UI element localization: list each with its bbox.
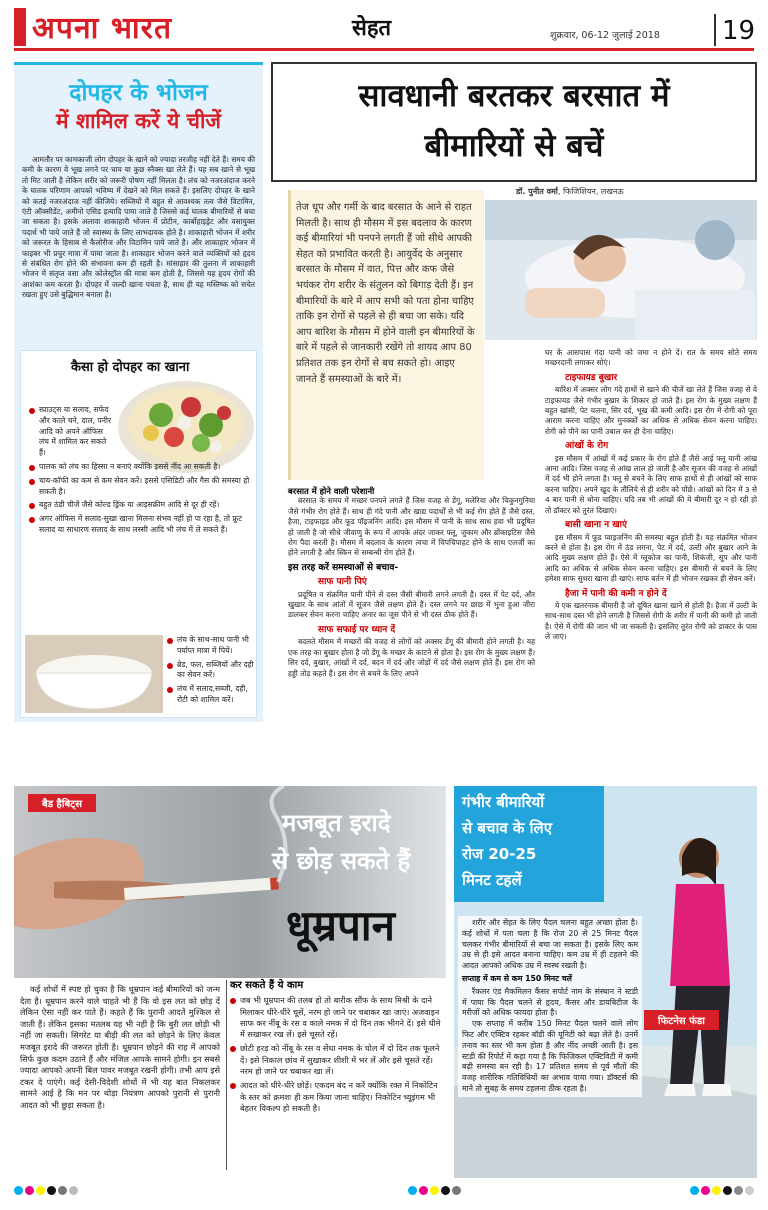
lunch-tips-box [20,350,257,718]
walking-title-1: गंभीर बीमारियों [462,793,545,811]
smoking-title-1: मजबूत इरादे [282,809,391,837]
walking-title-3: रोज 20-25 [462,845,537,863]
s4-heading: आंखों के रोग [565,441,609,452]
monsoon-headline-2: बीमारियों से बचें [424,128,604,164]
smoking-body: कई शोधों में स्पष्ट हो चुका है कि धूम्रपान कई बीमारियों को जन्म देता है। धूम्रपान करने वाले चाहते भी हैं कि वो इस लत को छोड़ दें लेकिन ऐसा नहीं कर पाते हैं। कहते हैं कि पुरानी आदतें मुश्किल से जाती हैं। लेकिन इसका मतलब यह भी नहीं है कि बुरी लत छोड़ी भी नहीं जा सकती। सिगरेट या बीड़ी की लत को छोड़ने के लिए केवल मजबूत इरादे की जरूरत होती है। धूम्रपान छोड़ने की राह में आपको सिर्फ कुछ कदम उठाने हैं और मंजिल आपके सामने होगी। इन सबसे ज्यादा आपको अपनी बिल पावर मजबूत रखनी होगी। तभी आप इसे टकर दे पाएंगे। कई देसी-विदेशी शोधों में भी यह बात निकलकर सामने आई है कि मन पर थोड़ा नियंत्रण आपको पुरानी से पुरानी आदत को भी छुड़ा सकता है। [20,984,220,1110]
s1-heading: बरसात में होने वाली परेशानी [288,486,375,496]
monsoon-col-left: बरसात में होने वाली परेशानी बरसात के समय में मच्छर पनपने लगते हैं जिस वजह से डेंगू, मलेरिया और चिकुनगुनिया जैसे गंभीर रोग होते हैं। साथ ही गंदे पानी और खाद्य पदार्थों से भी कई रोग होते हैं जैसे दस्त, हैजा, टाइफाइड और फूड पॉइजनिंग आदि। इस मौसम में पानी के साथ साथ हवा भी प्रदूषित हो जाती है जो सीधे जीवाणु के रूप में आपके अंदर जाकर फ्लू, जुकाम और ब्रोंकाइटिस जैसे रोग पैदा करती है। मौसम में बदलाव के कारण त्वचा में चिपचिपाहट होने के साथ एलर्जी का होने लगती है और स्किन से सम्बन्धी रोग होते हैं। इस तरह करें समस्याओं से बचाव- साफ पानी पिएं प्रदूषित व संक्रमित पानी पीने से दस्त जैसी बीमारी लगने लगती है। दस्त में पेट दर्द, और खुखार के साथ आंतों में सूजन जैसे लक्षण होते हैं। दस्त लगने पर छाछ में भुना हुआ जीरा डालकर सेवन करना चाहिए अनार का जूस पीने से भी दस्त ठीक होते हैं। साफ सफाई पर ध्यान दें बदलते मौसम में मच्छरों की वजह से लोगों को अक्सर डेंगू की बीमारी होने लगती है। यह एक तरह का बुखार होता है जो डेंगू के मच्छर के काटने से होता है। इस रोग के मुख्य लक्षण हैं। सिर दर्द, बुखार, आंखों में दर्द, बदन में दर्द और जोड़ों में दर्द जैसे लक्षण होते हैं। इस रोग को हड्डी तोड़ कहते हैं। इस रोग से बचने के लिए अपने [288,486,535,678]
smoking-col-rule [226,980,227,1170]
brand-logo: अपना भारत [32,11,173,46]
smoking-title-big: धूम्रपान [286,901,395,950]
page-divider [714,14,716,46]
smoking-article [14,786,446,1178]
page-number: 19 [722,16,756,46]
lunch-body: आमतौर पर कामकाजी लोग दोपहर के खाने को ज्यादा तरजीह नहीं देते हैं। समय की कमी के कारण वे भूख लगने पर चाय या कुछ स्नैक्स खा लेते हैं। यह सब खाने से भूख तो मिट जाती है लेकिन शरीर को जरूरी पोषण नहीं मिलता है। लंच को नजरअंदाज करने के घातक परिणाम आपको भविष्य में देखने को मिल सकते हैं। इसलिए दोपहर के खाने को कतई नजरअंदाज नहीं कीजिये। सब्जियों में बहुत से आवश्यक तत्व जैसे विटामिन, एंटी ऑक्सीडेंट, अमीनो एसिड इत्यादि पाया जाते है जिससे कई घातक बीमारियों से बचा जा सकता है। इसके अलावा शाकाहारी भोजन में प्रोटीन, कार्बोहाइड्रेट और वसायुक्त पदार्थ भी पाये जाते हैं जो स्वास्थ्य के लिए लाभदायक होते है। शाकाहारी भोजन में शरीर को जरूरत के हिसाब से कैलोरीज और विटामिन पाये जाते है। और शाकाहार भोजन में फाइबर भी प्रचुर मात्रा में पाया जाता है। शाकाहार भोजन करने वाले व्यक्तियों को हृदय से संबंधित रोग होने की संभावना कम ही रहती है। मांसाहार की तुलना में शाकाहारी भोजन में संतृप्त वसा और कोलेस्ट्रॉल की मात्रा कम होती है, जिससे यह हृदय रोगों की आशंका कम करता है। दोपहर में जल्दी खाना पचता है, साथ ही यह मस्तिष्क को सचेत रखता हुए उसे बुद्धिमान बनाता है। [22,155,255,300]
s3-heading: टाइफायड बुखार [565,372,618,383]
s2a-heading: साफ पानी पिएं [318,577,367,588]
lunch-tip: बहुत ठंडी चीजें जैसे कोल्ड ड्रिंक या आइसक्रीम आदि से दूर ही रहें। [29,500,254,511]
s6-heading: हैजा में पानी की कमी न होने दें [565,588,667,599]
walking-subheading: सप्ताह में कम से कम 150 मिनट चलें [462,973,572,983]
masthead-rule [14,48,754,51]
section-title: सेहत [352,16,392,41]
lunch-tip: स्प्राउट्स या सलाद, सफेद और काले चने, दाल, पनीर आदि को अपने ऑफिस लंच में शामिल कर सकते हैं। [29,405,113,459]
walking-article [454,786,757,1178]
smoking-tip: जब भी धूम्रपान की तलब हो तो बारीक सौंफ के साथ मिश्री के दाने मिलाकर धीरे-धीरे चूसें, नरम हो जाने पर चबाकर खा जाएं। अजवाइन साफ कर नींबू के रस व काले नमक में दो दिन तक भीगने दें। इसे धीमे में सखाकर रख लें। इसे चूसते रहें। [230,995,442,1040]
bad-habits-tag: बैड हैबिट्स [28,794,96,812]
monsoon-col-right: घर के आसपास गंदा पानी को जमा न होने दें। रात के समय सोते समय मच्छरदानी लगाकर सोएं। टाइफायड बुखार बारिश में अक्सर लोग गंदे हाथों से खाने की चीजें खा लेते हैं जिस वजह से वे टाइफायड जैसे गंभीर बुखार के शिकार हो जाते हैं। इस रोग के मुख्य लक्षण हैं बहुत खांसी, पेट चलना, सिर दर्द, भूख की कमी आदि। इस रोग में रोगी को पूरा आराम करना चाहिए और मुनक्कों का अधिक से अधिक सेवन करना चाहिए। रोगी को पीने का पानी उबाल कर ही देना चाहिए। आंखों के रोग इस मौसम में आंखों में कई प्रकार के रोग होते हैं जैसे आई फ्लू यानी आंख आना आदि। जिस वजह से आंख लाल हो जाती है और सूजन की वजह से आंखों में दर्द भी होने लगता है। फ्लू से बचने के लिए साफ हाथों से ही आंखों को साफ करना चाहिए। अपने खुद के तौलिये से ही शरीर को पोंछें। आंखों को दिन में 3 से 4 बार पानी से धोना चाहिए। यदि तब भी आंखों की ये बीमारी दूर न हो रही हो तो डॉक्टर को तुरंत दिखाएं। बासी खाना न खाएं इस मौसम में फूड प्वाइजनिंग की समस्या बहुत होती है। यह संक्रमित भोजन करने से होता है। इस रोग में ठंड लगना, पेट में दर्द, उल्टी और बुखार आने के आदि मुख्य लक्षण होते हैं। ऐसे में ग्लूकोज का पानी, शिकंजी, सूप और पानी आदि का अधिक से अधिक सेवन करना चाहिए। इस बीमारी से बचने के लिए हमेशा साफ सुथरा खाना ही खाएं। साफ बर्तन में ही भोजन रखकर ही सेवन करें। हैजा में पानी की कमी न होने दें ये एक खतरनाक बीमारी है जो दूषित खाना खाने से होती है। हैजा में उल्टी के साथ-साथ दस्त भी होने लगती है जिससे रोगी के शरीर में पानी की कमी हो जाती है। ऐसे में रोगी की जान भी जा सकती है। इसलिए तुरंत रोगी को डाक्टर के पास ले जाएं। [545,348,757,642]
lunch-title-2: में शामिल करें ये चीजें [55,109,221,133]
lunch-tip: चाय-कॉफी का कम से कम सेवन करें। इससे एसिडिटी और गैस की समस्या हो सकती है। [29,476,254,498]
lunch-tip: ब्रेड, फल, सब्जियों और दही का सेवन करें। [167,660,255,682]
lunch-tip: अगर ऑफिस में सलाद-सुखा खाना मिलना संभव नहीं हो पा रहा है, तो फ्रूट सलाद या साधारण सलाद के साथ लस्सी आदि भी लंच में ले सकते हैं। [29,514,254,536]
smoking-tip: आदत को धीरे-धीरे छोड़ें। एकदम बंद न करें क्योंकि रक्त में निकोटिन के स्तर को क्रमशः ही कम किया जाना चाहिए। निकोटिन च्यूइंगम भी बेहतर विकल्प हो सकती है। [230,1080,442,1114]
s2-heading: इस तरह करें समस्याओं से बचाव- [288,562,399,573]
walking-title-2: से बचाव के लिए [462,819,552,837]
lunch-tip: लंच के साथ-साथ पानी भी पर्याप्त मात्रा में पियें। [167,635,255,657]
monsoon-intro: तेज धूप और गर्मी के बाद बरसात के आने से राहत मिलती है। साथ ही मौसम में इस बदलाव के कारण कई बीमारियां भी पनपने लगती हैं जो सीधे आपकी सेहत को प्रभावित करती है। आयुर्वेद के अनुसार बरसात के मौसम में वात, पित्त और कफ जैसे भयंकर रोग शरीर के संतुलन को बिगाड़ देती हैं। इन बीमारियों के बारे में आप सभी को पता होना चाहिए ताकि इन रोगों से पहले से ही बचा जा सके। यदि आप बारिश के मौसम में होने वाली इन बीमारियों के बारे में पहले से जानकारी रखेंगे तो शायद आप 80 प्रतिशत तक इन रोगों से बच सकते हो। आइए जानते हैं समस्याओं के बारे में। [296,202,475,385]
registration-marks-left [14,1186,104,1196]
lunch-tips-top [29,405,254,539]
lunch-tips-bottom [167,635,255,709]
lunch-box-title: कैसा हो दोपहर का खाना [71,360,190,375]
byline: डॉ. पुनीत वर्मा, फिजिशियन, लखनऊ [516,187,624,196]
smoking-tips-heading: कर सकते हैं ये काम [230,980,304,991]
lunch-title-1: दोपहर के भोजन [69,80,208,106]
smoking-tip: छोटी हरड़ को नींबू के रस व सेंधा नमक के घोल में दो दिन तक फूलने दें। इसे निकाल छांव में सुखाकर शीशी में भर लें और इसे चूसते रहें। नरम हो जाने पर चबाकर खा लें। [230,1043,442,1077]
registration-marks-mid [408,1186,498,1196]
issue-date: शुक्रवार, 06-12 जुलाई 2018 [550,30,660,41]
lunch-tip: पालक को लंच का हिस्सा न बनाएं क्योंकि इससे नींद आ सकती है। [29,462,254,473]
brand-bar [14,8,26,46]
lunch-tip: लंच में सलाद,सब्जी, दही, रोटी को शामिल करें। [167,684,255,706]
patient-photo [485,200,757,340]
walking-title-4: मिनट टहलें [462,871,522,889]
fitness-badge: फिटनेस फंडा [644,1010,719,1030]
yogurt-bowl-image [25,635,163,713]
s5-heading: बासी खाना न खाएं [565,520,627,531]
walking-body: शरीर और सेहत के लिए पैदल चलना बहुत अच्छा होता है। कई शोधों में पता चला है कि रोज 20 से 25 मिनट पैदल चलकर गंभीर बीमारियों से बचा जा सकता है। इसके लिए कम उम्र से ही इसे आदत बनाना चाहिए। कम उम्र में ही टहलने की आदत आपको अधिक उम्र में स्वस्थ रखती है। सप्ताह में कम से कम 150 मिनट चलें रैंकलर एंड मैकमिलन कैंसर सपोर्ट नाम के संस्थान ने स्टडी में पाया कि पैदल चलने से हृदय, कैंसर और डायबिटीज के मरीजों को अधिक फायदा होता है। एक सप्ताह में करीब 150 मिनट पैदल चलने वाले लोग फिट और एक्टिव रहकर बॉडी की यूनिटी को बढ़ा लेते है। उनमें तनाव का स्तर भी कम होता है और नींद अच्छी आती है। इस स्टडी की रिपोर्ट में कहा गया है कि फिजिकल एक्टिविटी में कमी बढ़ी समस्या बन रही है। 17 प्रतिशत समय से पूर्व मौतों की वजह शारीरिक गतिविधियों का अभाव पाया गया। डॉक्टर्स की माने तो सुबह के समय टहलना ठीक रहता है। [458,916,642,1097]
smoking-tips [230,980,442,1117]
masthead [0,0,768,56]
s2b-heading: साफ सफाई पर ध्यान दें [318,624,396,635]
smoking-title-2: से छोड़ सकते हैं [272,847,411,875]
registration-marks-right [690,1186,760,1196]
monsoon-headline-1: सावधानी बरतकर बरसात में [358,78,670,114]
